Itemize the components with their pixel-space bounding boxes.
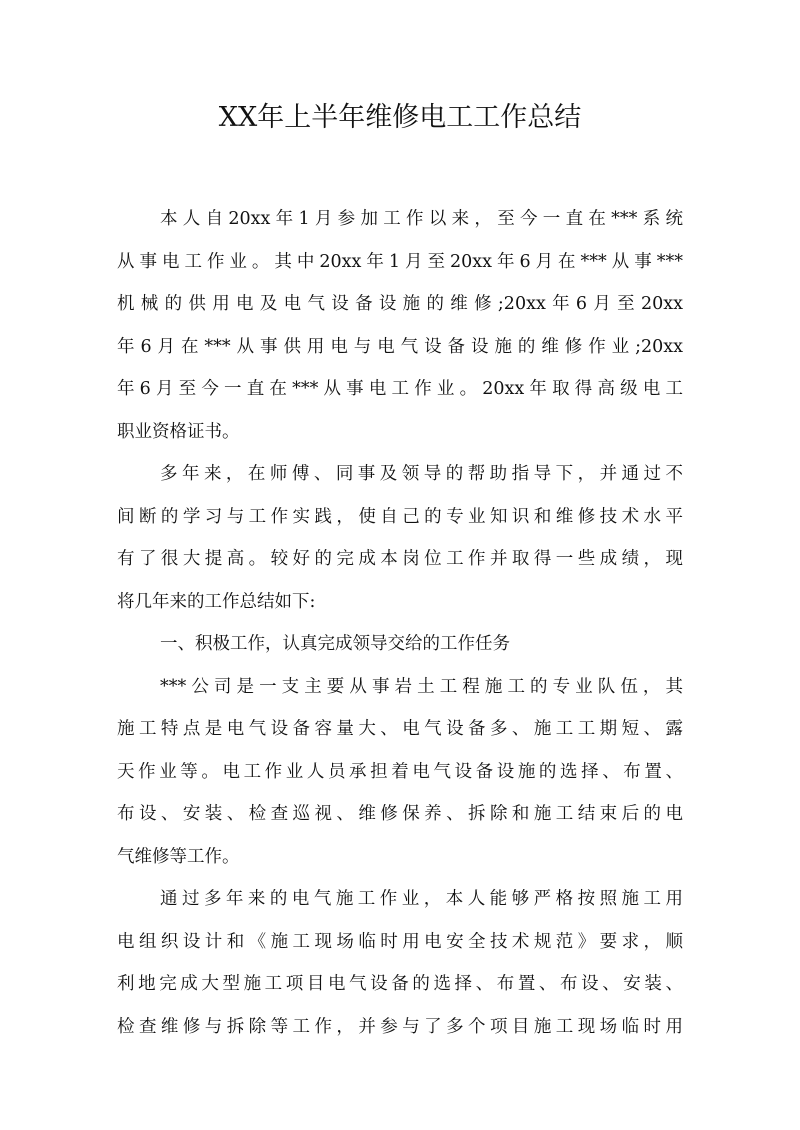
paragraph-line: 本人自20xx年1月参加工作以来，至今一直在***系统	[160, 209, 683, 229]
document-body	[117, 198, 683, 1048]
paragraph-line: 间断的学习与工作实践，使自己的专业知识和维修技术水平	[117, 506, 683, 527]
paragraph-line: 机械的供用电及电气设备设施的维修;20xx年6月至20xx	[117, 294, 683, 314]
document-title: XX年上半年维修电工工作总结	[218, 102, 582, 133]
section-heading: 一、积极工作，认真完成领导交给的工作任务	[160, 634, 510, 654]
paragraph-line: 多年来，在师傅、同事及领导的帮助指导下，并通过不	[160, 464, 683, 484]
paragraph-line: ***公司是一支主要从事岩土工程施工的专业队伍，其	[160, 676, 683, 697]
paragraph-line: 布设、安装、检查巡视、维修保养、拆除和施工结束后的电	[117, 804, 683, 824]
paragraph-line: 电组织设计和《施工现场临时用电安全技术规范》要求，顺	[117, 931, 683, 952]
paragraph-line: 职业资格证书。	[117, 421, 240, 442]
paragraph-line: 从事电工作业。其中20xx年1月至20xx年6月在***从事***	[117, 251, 683, 272]
paragraph-line: 年6月在***从事供用电与电气设备设施的维修作业;20xx	[117, 336, 683, 357]
paragraph-line: 检查维修与拆除等工作，并参与了多个项目施工现场临时用	[117, 1016, 683, 1037]
paragraph-line: 通过多年来的电气施工作业，本人能够严格按照施工用	[160, 889, 683, 909]
paragraph-line: 年6月至今一直在***从事电工作业。20xx年取得高级电工	[117, 379, 683, 399]
paragraph-line: 有了很大提高。较好的完成本岗位工作并取得一些成绩，现	[117, 549, 683, 569]
paragraph-line: 气维修等工作。	[117, 846, 240, 867]
paragraph-line: 天作业等。电工作业人员承担着电气设备设施的选择、布置、	[117, 761, 683, 782]
paragraph-line: 施工特点是电气设备容量大、电气设备多、施工工期短、露	[117, 719, 683, 739]
paragraph-line: 利地完成大型施工项目电气设备的选择、布置、布设、安装、	[117, 974, 683, 994]
paragraph-line: 将几年来的工作总结如下:	[117, 591, 316, 612]
